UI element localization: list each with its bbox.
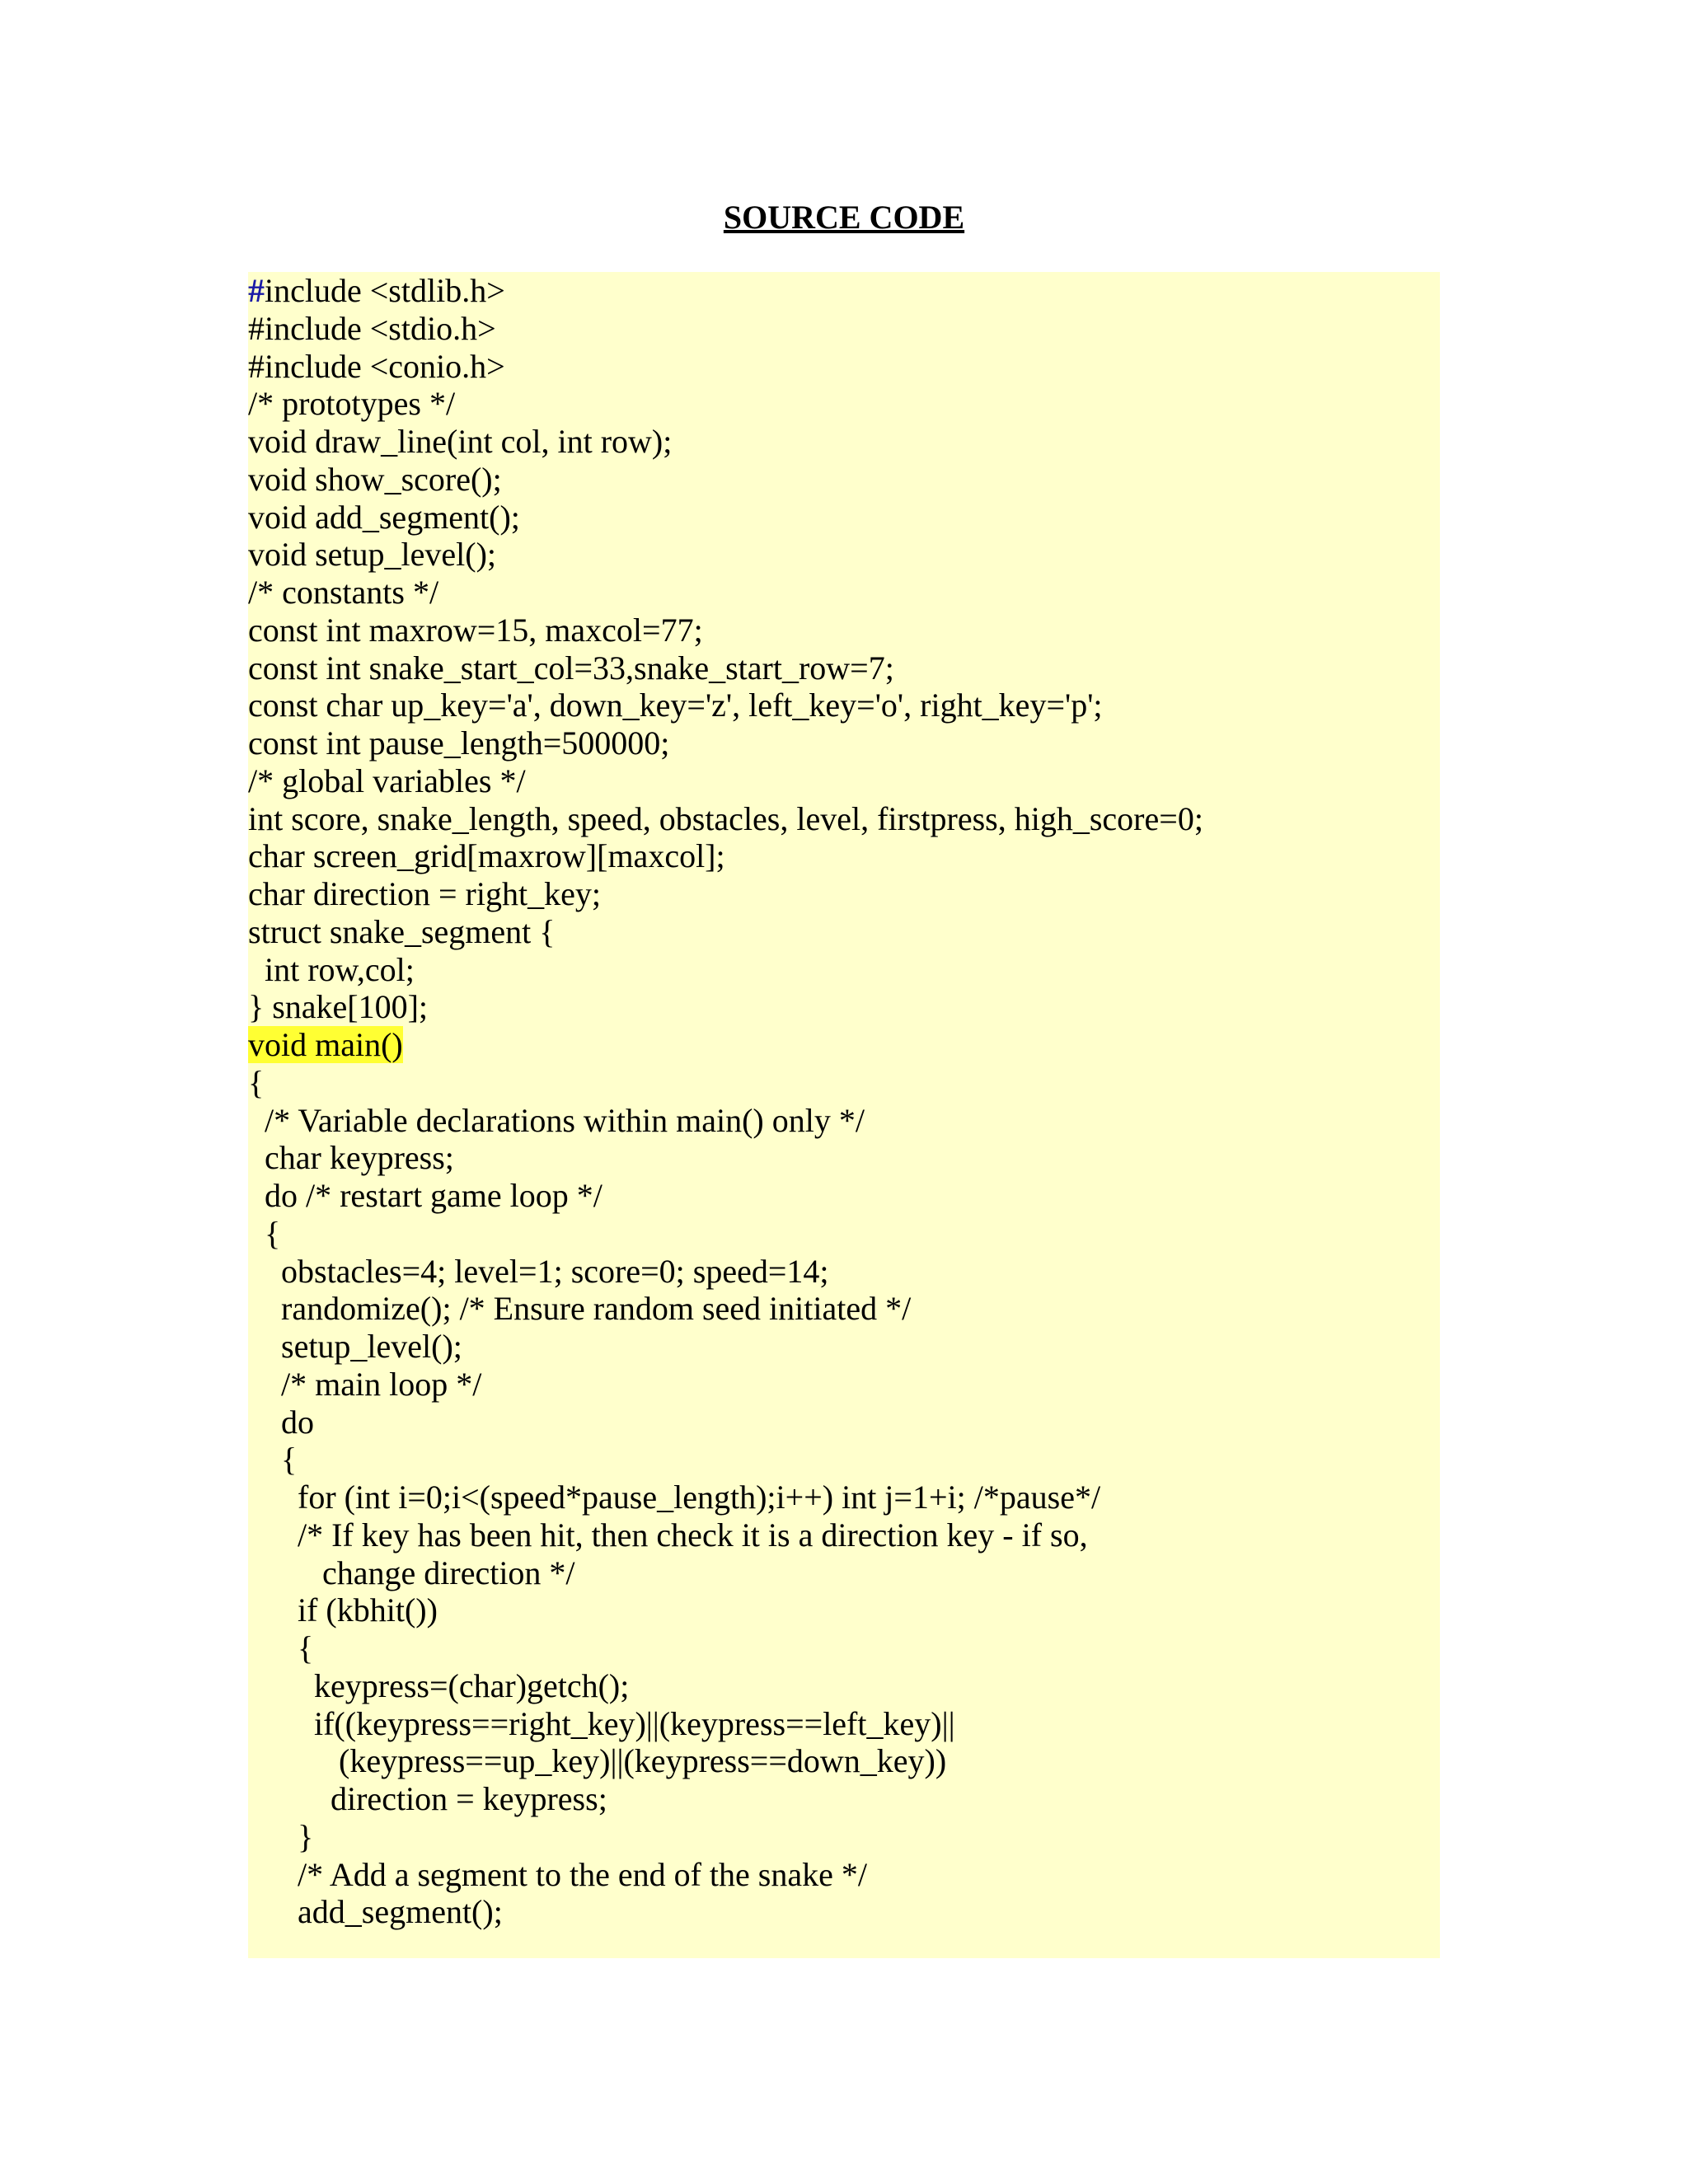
code-text: direction = keypress; xyxy=(331,1780,607,1817)
code-line xyxy=(298,1591,438,1629)
highlighted-code-text: void main() xyxy=(248,1026,403,1063)
code-line xyxy=(248,988,428,1026)
code-line xyxy=(248,310,496,348)
code-text: /* main loop */ xyxy=(281,1365,482,1403)
code-line xyxy=(281,1366,481,1404)
code-line xyxy=(248,875,601,913)
code-text: /* global variables */ xyxy=(248,762,526,799)
code-line xyxy=(248,499,520,537)
code-line xyxy=(248,574,438,612)
page-title: SOURCE CODE xyxy=(723,199,965,236)
code-line xyxy=(248,649,894,687)
code-line xyxy=(248,800,1203,838)
code-text: (keypress==up_key)||(keypress==down_key)) xyxy=(339,1742,947,1780)
code-line xyxy=(298,1479,1100,1516)
code-text: #include <stdio.h> xyxy=(248,309,496,347)
code-line xyxy=(298,1893,503,1931)
code-text: if (kbhit()) xyxy=(298,1591,438,1629)
code-text: int score, snake_length, speed, obstacles, level, firstpress, high_score=0; xyxy=(248,799,1203,837)
code-line xyxy=(265,1102,865,1140)
code-line xyxy=(265,1177,603,1215)
code-line xyxy=(265,951,415,989)
code-text: { xyxy=(281,1441,298,1479)
code-text: do /* restart game loop */ xyxy=(265,1177,603,1214)
code-text: setup_level(); xyxy=(281,1328,462,1365)
hash-symbol: # xyxy=(248,272,265,309)
code-text: for (int i=0;i<(speed*pause_length);i++) int j=1+i; /*pause*/ xyxy=(298,1479,1101,1516)
code-line xyxy=(248,461,502,499)
code-text: char direction = right_key; xyxy=(248,875,601,912)
code-line xyxy=(248,724,669,762)
code-text: char screen_grid[maxrow][maxcol]; xyxy=(248,837,725,875)
code-line xyxy=(331,1780,607,1818)
code-line xyxy=(281,1253,829,1291)
code-text: } xyxy=(298,1817,314,1855)
code-text: keypress=(char)getch(); xyxy=(314,1666,630,1704)
code-line xyxy=(248,423,672,461)
code-text: const int snake_start_col=33,snake_start_row=7; xyxy=(248,649,894,687)
code-line xyxy=(314,1705,955,1743)
code-text: /* constants */ xyxy=(248,574,439,611)
code-text: void draw_line(int col, int row); xyxy=(248,423,673,460)
code-line xyxy=(248,762,526,800)
code-text: struct snake_segment { xyxy=(248,912,556,950)
code-line xyxy=(281,1441,297,1479)
code-line xyxy=(281,1404,314,1441)
code-line xyxy=(265,1215,280,1253)
code-text: void add_segment(); xyxy=(248,498,520,536)
code-line xyxy=(248,913,555,951)
code-text: if((keypress==right_key)||(keypress==left_key)|| xyxy=(314,1704,955,1742)
code-text: /* If key has been hit, then check it is a direction key - if so, xyxy=(298,1516,1088,1554)
code-line xyxy=(298,1516,1088,1554)
code-text: change direction */ xyxy=(322,1554,575,1591)
code-text: } snake[100]; xyxy=(248,988,429,1026)
code-line xyxy=(298,1856,867,1894)
code-block xyxy=(248,272,1440,1958)
code-text: const int maxrow=15, maxcol=77; xyxy=(248,611,703,649)
code-line xyxy=(248,1064,264,1102)
code-line xyxy=(265,1139,454,1177)
code-text: { xyxy=(265,1214,281,1252)
code-text: /* Variable declarations within main() only */ xyxy=(265,1101,865,1139)
code-line xyxy=(248,385,455,423)
code-text: int row,col; xyxy=(265,950,415,988)
code-text: const char up_key='a', down_key='z', left_key='o', right_key='p'; xyxy=(248,687,1103,724)
code-text: add_segment(); xyxy=(298,1893,503,1931)
code-line xyxy=(248,1026,403,1064)
code-line xyxy=(314,1667,629,1705)
code-text: randomize(); /* Ensure random seed initiated */ xyxy=(281,1290,912,1328)
code-line xyxy=(322,1554,575,1592)
code-line xyxy=(248,687,1103,724)
code-line xyxy=(339,1742,946,1780)
code-text: include <stdlib.h> xyxy=(265,272,505,309)
code-text: void setup_level(); xyxy=(248,536,497,574)
code-line xyxy=(248,612,703,649)
code-text: do xyxy=(281,1403,314,1441)
code-text: obstacles=4; level=1; score=0; speed=14; xyxy=(281,1252,829,1290)
code-line xyxy=(298,1629,313,1667)
code-text: void show_score(); xyxy=(248,460,502,498)
code-line xyxy=(248,536,496,574)
code-line xyxy=(298,1818,313,1856)
code-line xyxy=(281,1290,911,1328)
code-line xyxy=(248,837,725,875)
code-text: const int pause_length=500000; xyxy=(248,724,670,762)
code-line xyxy=(248,348,505,386)
code-text: /* Add a segment to the end of the snake */ xyxy=(298,1855,867,1893)
code-text: char keypress; xyxy=(265,1139,454,1177)
code-text: { xyxy=(298,1629,314,1666)
code-text: { xyxy=(248,1063,265,1101)
code-line xyxy=(281,1328,462,1366)
code-line xyxy=(248,272,505,310)
code-text: /* prototypes */ xyxy=(248,385,456,423)
code-text: #include <conio.h> xyxy=(248,347,505,385)
